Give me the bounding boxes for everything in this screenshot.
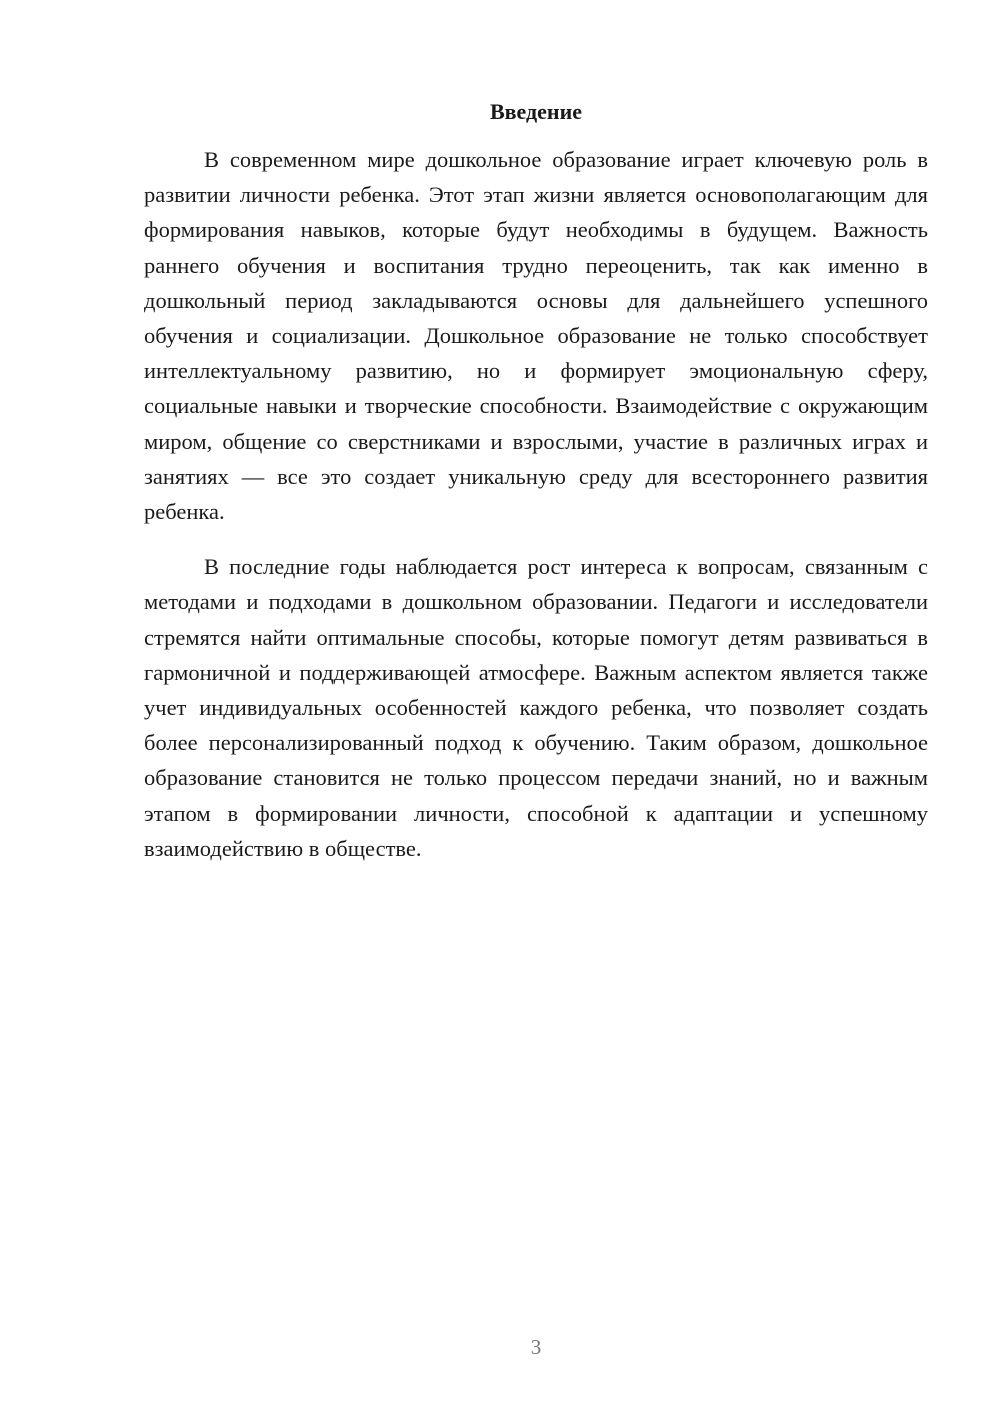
body-text bbox=[144, 142, 928, 866]
section-heading: Введение bbox=[489, 99, 583, 124]
paragraph-2: В последние годы наблюдается рост интереса к вопросам, связанным с методами и подходами в дошкольном образовании. Педагоги и исследователи стремятся найти оптимальные способы, которые помогут детям развиваться в гармоничной и поддерживающей атмосфере. Важным аспектом является также учет индивидуальных особенностей каждого ребенка, что позволяет создать более персонализированный подход к обучению. Таким образом, дошкольное образование становится не только процессом передачи знаний, но и важным этапом в формировании личности, способной к адаптации и успешному взаимодействию в обществе. bbox=[144, 554, 928, 861]
paragraph-1: В современном мире дошкольное образование играет ключевую роль в развитии личности ребенка. Этот этап жизни является основополагающим для формирования навыков, которые будут необходимы в будущем. Важность раннего обучения и воспитания трудно переоценить, так как именно в дошкольный период закладываются основы для дальнейшего успешного обучения и социализации. Дошкольное образование не только способствует интеллектуальному развитию, но и формирует эмоциональную сферу, социальные навыки и творческие способности. Взаимодействие с окружающим миром, общение со сверстниками и взрослыми, участие в различных играх и занятиях — все это создает уникальную среду для всестороннего развития ребенка. bbox=[144, 147, 928, 525]
page-number: 3 bbox=[530, 1335, 542, 1359]
